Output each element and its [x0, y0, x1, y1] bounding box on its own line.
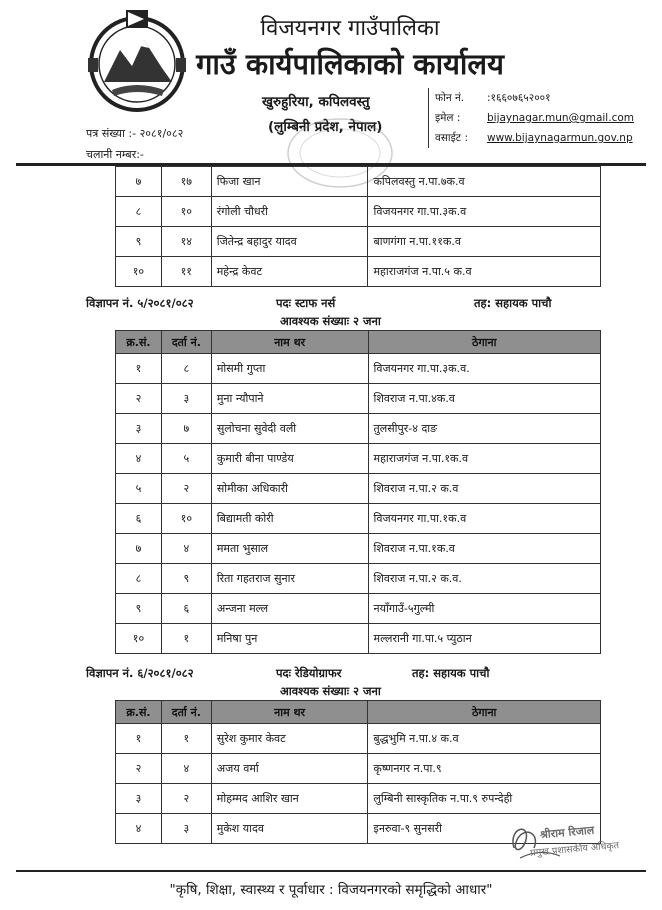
registration-cell: ७	[161, 414, 211, 444]
registration-cell: १७	[161, 167, 211, 197]
registration-cell: ३	[161, 384, 211, 414]
serial-cell: ७	[116, 534, 162, 564]
address-cell: विजयनगर गा.पा.३क.व.	[368, 354, 601, 384]
address-cell: महाराजगंज न.पा.१क.व	[368, 444, 601, 474]
registration-cell: २	[161, 784, 211, 814]
name-cell: मनिषा पुन	[211, 624, 368, 654]
post-name-1: पदः स्टाफ नर्स	[276, 296, 336, 310]
email-label: इमेल :	[435, 112, 461, 124]
table-row	[116, 754, 601, 784]
serial-cell: ८	[116, 564, 162, 594]
table-row	[116, 564, 601, 594]
name-cell: बिद्यामती कोरी	[211, 504, 368, 534]
col-name: नाम थर	[211, 331, 368, 354]
serial-cell: ४	[116, 444, 162, 474]
serial-cell: ३	[116, 414, 162, 444]
address-cell: विजयनगर गा.पा.३क.व	[368, 197, 601, 227]
serial-cell: २	[116, 384, 162, 414]
address-line-2: (लुम्बिनी प्रदेश, नेपाल)	[268, 119, 383, 135]
phone-value: :१६६०७६५२००१	[487, 92, 551, 104]
name-cell: अन्जना मल्ल	[211, 594, 368, 624]
registration-cell: १	[161, 624, 211, 654]
footer-motto: "कृषि, शिक्षा, स्वास्थ्य र पूर्वाधार : विजयनगरको समृद्धिको आधार"	[169, 882, 493, 898]
col-address: ठेगाना	[368, 331, 601, 354]
address-cell: शिवराज न.पा.४क.व	[368, 384, 601, 414]
name-cell: मोसमी गुप्ता	[211, 354, 368, 384]
address-cell: मल्लरानी गा.पा.५ प्युठान	[368, 624, 601, 654]
advert-number-2: विज्ञापन नं. ६/२०८१/०८२	[86, 666, 194, 680]
table-row	[116, 444, 601, 474]
serial-cell: ४	[116, 814, 162, 844]
table-row	[116, 784, 601, 814]
table-row	[116, 354, 601, 384]
advert-number-1: विज्ञापन नं. ५/२०८१/०८२	[86, 296, 194, 310]
serial-cell: १	[116, 724, 162, 754]
address-cell: बाणगंगा न.पा.११क.व	[368, 227, 601, 257]
registration-cell: १०	[161, 197, 211, 227]
website-link[interactable]: www.bijaynagarmun.gov.np	[487, 132, 633, 144]
name-cell: मोहम्मद आशिर खान	[211, 784, 368, 814]
dispatch-number: चलानी नम्बर:-	[86, 148, 144, 161]
office-name: विजयनगर गाउँपालिका	[260, 16, 440, 41]
footer-divider	[16, 870, 646, 872]
serial-cell: ३	[116, 784, 162, 814]
continued-table	[115, 166, 601, 287]
serial-cell: ७	[116, 167, 162, 197]
email-row	[435, 108, 634, 128]
name-cell: मुकेश यादव	[211, 814, 368, 844]
reference-number: पत्र संख्या :- २०८१/०८२	[86, 127, 184, 140]
table-row	[116, 504, 601, 534]
serial-cell: ९	[116, 227, 162, 257]
registration-cell: ११	[161, 257, 211, 287]
serial-cell: ९	[116, 594, 162, 624]
registration-cell: ३	[161, 814, 211, 844]
col-serial: क्र.सं.	[116, 331, 162, 354]
name-cell: सुरेश कुमार केवट	[211, 724, 368, 754]
address-cell: शिवराज न.पा.२ क.व.	[368, 564, 601, 594]
table-row	[116, 384, 601, 414]
serial-cell: ८	[116, 197, 162, 227]
stamp-officer-name: श्रीराम रिजाल	[539, 823, 595, 842]
serial-cell: १	[116, 354, 162, 384]
government-emblem-icon	[82, 10, 192, 114]
name-cell: जितेन्द्र बहादुर यादव	[211, 227, 368, 257]
col-registration: दर्ता नं.	[161, 331, 211, 354]
registration-cell: १४	[161, 227, 211, 257]
website-label: वसाईट :	[435, 132, 468, 144]
address-cell: नयाँगाउँ-५गुल्मी	[368, 594, 601, 624]
serial-cell: ६	[116, 504, 162, 534]
name-cell: महेन्द्र केवट	[211, 257, 368, 287]
registration-cell: २	[161, 474, 211, 504]
address-cell: लुम्बिनी सास्कृतिक न.पा.९ रुपन्देही	[368, 784, 601, 814]
table-row	[116, 257, 601, 287]
name-cell: रिता गहतराज सुनार	[211, 564, 368, 594]
website-row	[435, 128, 634, 148]
registration-cell: ५	[161, 444, 211, 474]
post-name-2: पदः रेडियोग्राफर	[276, 666, 342, 680]
name-cell: ममता भुसाल	[211, 534, 368, 564]
contact-block	[428, 88, 634, 148]
address-cell: इनरुवा-९ सुनसरी	[368, 814, 601, 844]
registration-cell: ९	[161, 564, 211, 594]
table-row	[116, 414, 601, 444]
required-count-2: आवश्यक संख्याः २ जना	[280, 684, 381, 698]
col-name: नाम थर	[211, 701, 368, 724]
phone-row	[435, 88, 634, 108]
registration-cell: १	[161, 724, 211, 754]
table-row	[116, 227, 601, 257]
post-level-2: तह: सहायक पाचौ	[412, 666, 490, 680]
name-cell: सोमीका अधिकारी	[211, 474, 368, 504]
registration-cell: ८	[161, 354, 211, 384]
email-link[interactable]: bijaynagar.mun@gmail.com	[487, 112, 634, 124]
address-cell: तुलसीपुर-४ दाङ	[368, 414, 601, 444]
stamp-officer-title: प्रमुख प्रशासकीय अधिकृत	[529, 840, 620, 859]
name-cell: मुना न्यौपाने	[211, 384, 368, 414]
col-registration: दर्ता नं.	[161, 701, 211, 724]
staff-nurse-table	[115, 330, 601, 654]
table-row	[116, 167, 601, 197]
address-cell: बुद्धभुमि न.पा.४ क.व	[368, 724, 601, 754]
registration-cell: ४	[161, 754, 211, 784]
serial-cell: १०	[116, 257, 162, 287]
name-cell: फिजा खान	[211, 167, 368, 197]
table-row	[116, 534, 601, 564]
address-cell: शिवराज न.पा.२ क.व	[368, 474, 601, 504]
address-line-1: खुरुहुरिया, कपिलवस्तु	[262, 94, 370, 110]
serial-cell: १०	[116, 624, 162, 654]
table-row	[116, 624, 601, 654]
address-cell: कृष्णनगर न.पा.९	[368, 754, 601, 784]
table-row	[116, 197, 601, 227]
table-row	[116, 594, 601, 624]
address-cell: महाराजगंज न.पा.५ क.व	[368, 257, 601, 287]
address-cell: विजयनगर गा.पा.१क.व	[368, 504, 601, 534]
serial-cell: २	[116, 754, 162, 784]
office-subtitle: गाउँ कार्यपालिकाको कार्यालय	[196, 47, 504, 81]
registration-cell: ४	[161, 534, 211, 564]
registration-cell: १०	[161, 504, 211, 534]
address-cell: कपिलवस्तु न.पा.७क.व	[368, 167, 601, 197]
registration-cell: ६	[161, 594, 211, 624]
name-cell: रंगोली चौधरी	[211, 197, 368, 227]
name-cell: कुमारी बीना पाण्डेय	[211, 444, 368, 474]
address-cell: शिवराज न.पा.१क.व	[368, 534, 601, 564]
name-cell: सुलोचना सुवेदी वली	[211, 414, 368, 444]
table-row	[116, 474, 601, 504]
table-row	[116, 724, 601, 754]
col-address: ठेगाना	[368, 701, 601, 724]
post-level-1: तह: सहायक पाचौ	[474, 296, 552, 310]
name-cell: अजय वर्मा	[211, 754, 368, 784]
required-count-1: आवश्यक संख्याः २ जना	[280, 314, 381, 328]
phone-label: फोन नं.	[435, 92, 465, 104]
col-serial: क्र.सं.	[116, 701, 162, 724]
serial-cell: ५	[116, 474, 162, 504]
